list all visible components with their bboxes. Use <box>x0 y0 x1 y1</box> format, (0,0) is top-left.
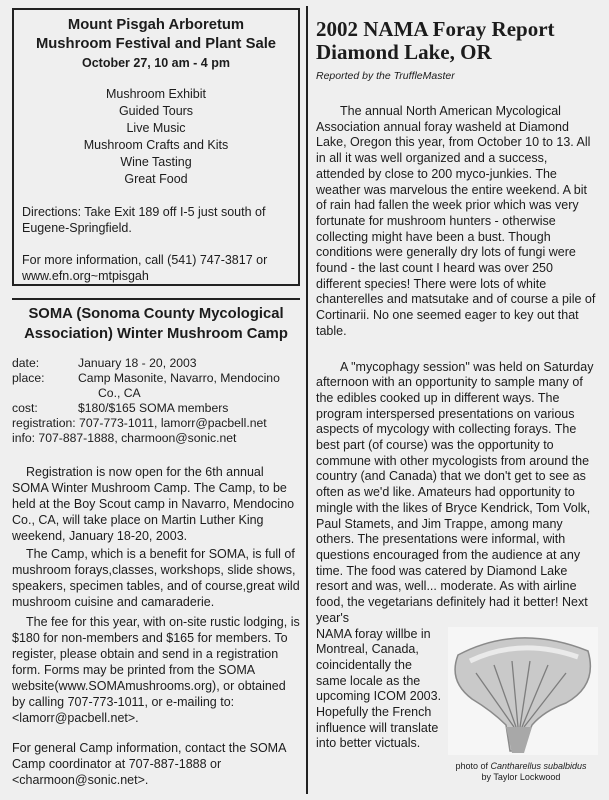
column-divider <box>306 6 308 794</box>
soma-paragraph-2: The Camp, which is a benefit for SOMA, is full of mushroom forays,classes, workshops, slide shows, speakers, specimen tables, and of course,great wild mushroom cuisine and camaraderie. <box>12 547 300 609</box>
list-item: Mushroom Crafts and Kits <box>83 138 229 152</box>
list-item: Great Food <box>124 172 188 186</box>
nama-title-line2: Diamond Lake, OR <box>316 40 492 64</box>
pisgah-title <box>22 16 290 54</box>
caption-prefix: photo of <box>455 760 491 771</box>
pisgah-date: October 27, 10 am - 4 pm <box>82 56 230 70</box>
list-item: Mushroom Exhibit <box>105 87 207 101</box>
left-column <box>12 8 300 788</box>
soma-paragraph-1: Registration is now open for the 6th annual SOMA Winter Mushroom Camp. The Camp, to be held at the Boy Scout camp in Navarro, Mendocino Co., CA, will take place on Martin Luther King weekend, January 18-20, 2003. <box>12 465 295 543</box>
soma-info: info: 707-887-1888, charmoon@sonic.net <box>12 431 237 445</box>
pisgah-title-line1: Mount Pisgah Arboretum <box>67 17 245 33</box>
soma-cost-value: $180/$165 SOMA members <box>78 401 229 415</box>
pisgah-more-info: For more information, call (541) 747-3817 or www.efn.org~mtpisgah <box>22 253 268 283</box>
soma-place-row <box>12 371 300 386</box>
soma-title: SOMA (Sonoma County Mycological Association) Winter Mushroom Camp <box>12 298 300 344</box>
photo-caption <box>436 761 606 783</box>
pisgah-announcement-box <box>12 8 300 286</box>
soma-cost-label: cost: <box>12 401 38 415</box>
soma-date-row <box>12 356 300 371</box>
photo-block <box>316 626 599 782</box>
soma-paragraph-4: For general Camp information, contact the SOMA Camp coordinator at 707-887-1888 or <charmoon@sonic.net>. <box>12 741 286 787</box>
pisgah-directions: Directions: Take Exit 189 off I-5 just south of Eugene-Springfield. <box>22 205 266 235</box>
list-item: Live Music <box>126 121 186 135</box>
nama-paragraph-2: A "mycophagy session" was held on Saturday afternoon with an opportunity to sample many of the edibles cooked up in different ways. The program interspersed presentations on various aspects of mycology with collecting forays. The best part (of course) was the opportunity to commune with other mycologists from around the country (and Canada) that we don't get to see as often as we'd like. Amateurs had opportunity to mingle with the likes of Bryce Kendrick, Tom Volk, Paul Stamets, and Jim Trappe, among many others. The presentations were informal, with questions encouraged from the audience at any time. The food was catered by Diamond Lake resort and was, well... moderate. As with airline food, the vegetarians definitely had it better! Next year's <box>316 359 594 625</box>
soma-place-value: Camp Masonite, Navarro, Mendocino <box>78 371 280 385</box>
soma-details <box>12 356 300 446</box>
caption-credit: by Taylor Lockwood <box>481 771 561 782</box>
pisgah-events-list <box>22 86 290 188</box>
nama-title-line1: 2002 NAMA Foray Report <box>316 17 555 41</box>
caption-species: Cantharellus subalbidus <box>490 760 587 771</box>
soma-registration: registration: 707-773-1011, lamorr@pacbell.net <box>12 416 267 430</box>
nama-paragraph-1: The annual North American Mycological Association annual foray washeld at Diamond Lake, Oregon this year, from October 10 to 13. All in all it was well organized and a success, attended by close to 200 myco-junkies. The weather was marvelous the entire weekend. A bit of rain had fallen the week prior which was very fortunate for mushroom hunters - otherwise collecting might have been a bust. Though conditions were generally dry lots of fungi were found - the last count I heard was over 250 different species! There were lots of white chanterelles and matsutake and of course a pile of Cortinarii. No one seemed eager to key out that table. <box>316 104 596 338</box>
list-item: Guided Tours <box>118 104 194 118</box>
soma-date-label: date: <box>12 356 40 370</box>
pisgah-title-line2: Mushroom Festival and Plant Sale <box>35 36 277 52</box>
nama-title <box>316 18 599 64</box>
list-item: Wine Tasting <box>120 155 192 169</box>
chanterelle-photo <box>448 627 598 755</box>
soma-cost-row <box>12 401 300 416</box>
soma-date-value: January 18 - 20, 2003 <box>78 356 197 370</box>
nama-byline: Reported by the TruffleMaster <box>316 70 455 82</box>
nama-paragraph-2-tail: NAMA foray willbe in Montreal, Canada, coincidentally the same locale as the upcoming ICOM 2003. Hopefully the French influence will translate into better victuals. <box>316 626 442 751</box>
soma-place-value-cont: Co., CA <box>98 386 141 400</box>
mushroom-illustration <box>448 627 598 755</box>
soma-paragraph-3: The fee for this year, with on-site rustic lodging, is $180 for non-members and $165 for members. To register, please obtain and send in a registration form. Forms may be printed from the SOMA website(www.SOMAmushrooms.org), or obtained by calling 707-773-1011, or e-mailing to: <lamorr@pacbell.net>. <box>12 615 300 725</box>
soma-place-label: place: <box>12 371 45 385</box>
right-column <box>316 17 599 782</box>
